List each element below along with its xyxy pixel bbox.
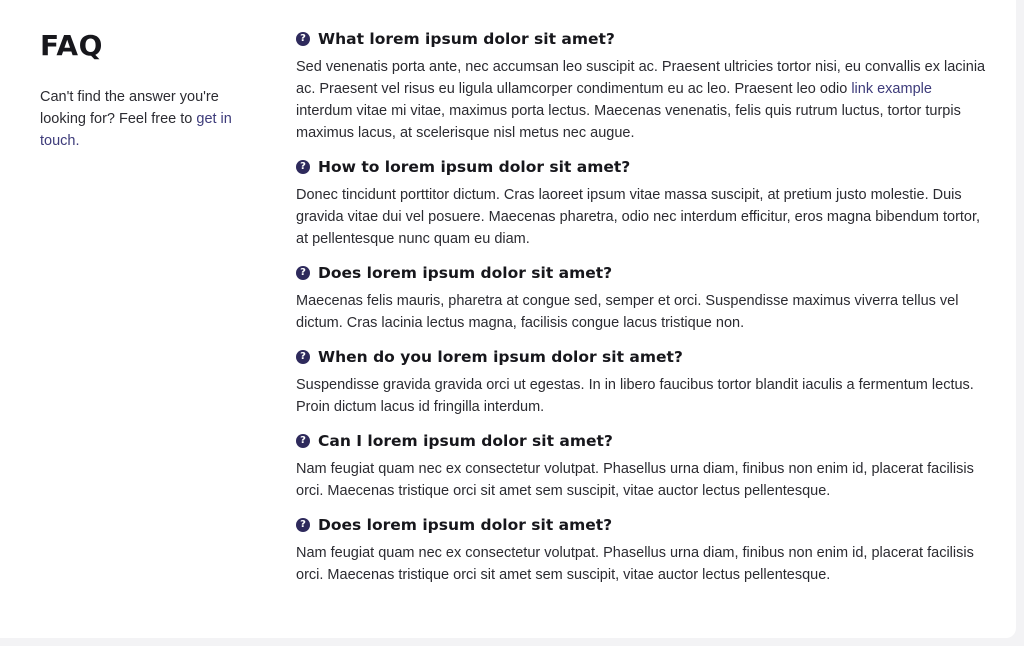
faq-question-text: Can I lorem ipsum dolor sit amet? — [318, 432, 613, 450]
question-circle-icon: ? — [296, 266, 310, 280]
faq-question[interactable] — [296, 346, 986, 368]
faq-item — [296, 262, 986, 334]
faq-item — [296, 514, 986, 586]
question-circle-icon: ? — [296, 32, 310, 46]
faq-question-text: Does lorem ipsum dolor sit amet? — [318, 264, 613, 282]
faq-list — [296, 28, 986, 598]
faq-item — [296, 156, 986, 250]
faq-answer-text: interdum vitae mi vitae, maximus porta lectus. Maecenas venenatis, felis quis rutrum luctus, tortor turpis maximus lacus, at scelerisque nisl metus nec augue. — [296, 103, 961, 141]
faq-question[interactable] — [296, 156, 986, 178]
faq-answer-text: Sed venenatis porta ante, nec accumsan leo suscipit ac. Praesent ultricies tortor nisi, eu convallis ex lacinia ac. Praesent vel risus eu ligula ullamcorper condimentum eu ac leo. Praesent leo odio — [296, 59, 986, 97]
faq-item — [296, 430, 986, 502]
link-example[interactable]: link example — [851, 81, 932, 97]
faq-question[interactable] — [296, 430, 986, 452]
faq-answer: Nam feugiat quam nec ex consectetur volutpat. Phasellus urna diam, finibus non enim id, placerat facilisis orci. Maecenas tristique orci sit amet sem suscipit, vitae auctor lectus pellentesque. — [296, 461, 974, 499]
question-circle-icon: ? — [296, 518, 310, 532]
page-title: FAQ — [40, 29, 103, 62]
question-circle-icon: ? — [296, 160, 310, 174]
faq-answer: Suspendisse gravida gravida orci ut egestas. In in libero faucibus tortor blandit iaculis a fermentum lectus. Proin dictum lacus id fringilla interdum. — [296, 377, 974, 415]
question-circle-icon: ? — [296, 350, 310, 364]
sidebar-lead-text: Can't find the answer you're looking for? Feel free to — [40, 89, 219, 127]
faq-answer: Maecenas felis mauris, pharetra at congue sed, semper et orci. Suspendisse maximus viverra tellus vel dictum. Cras lacinia lectus magna, facilisis congue lacus tristique non. — [296, 293, 959, 331]
faq-answer — [296, 56, 986, 144]
faq-question[interactable] — [296, 262, 986, 284]
faq-question[interactable] — [296, 514, 986, 536]
faq-answer: Nam feugiat quam nec ex consectetur volutpat. Phasellus urna diam, finibus non enim id, placerat facilisis orci. Maecenas tristique orci sit amet sem suscipit, vitae auctor lectus pellentesque. — [296, 545, 974, 583]
faq-question-text: How to lorem ipsum dolor sit amet? — [318, 158, 631, 176]
faq-item — [296, 346, 986, 418]
faq-item — [296, 28, 986, 144]
faq-sidebar — [40, 28, 240, 152]
question-circle-icon: ? — [296, 434, 310, 448]
faq-question-text: What lorem ipsum dolor sit amet? — [318, 30, 615, 48]
get-in-touch-link[interactable]: get in touch. — [40, 111, 232, 149]
faq-question[interactable] — [296, 28, 986, 50]
faq-answer: Donec tincidunt porttitor dictum. Cras laoreet ipsum vitae massa suscipit, at pretium justo molestie. Duis gravida vitae dui vel posuere. Maecenas pharetra, odio nec interdum efficitur, eros magna bibendum tortor, at pellentesque nunc quam eu diam. — [296, 187, 981, 247]
faq-question-text: When do you lorem ipsum dolor sit amet? — [318, 348, 683, 366]
sidebar-lead — [40, 86, 240, 152]
faq-question-text: Does lorem ipsum dolor sit amet? — [318, 516, 613, 534]
